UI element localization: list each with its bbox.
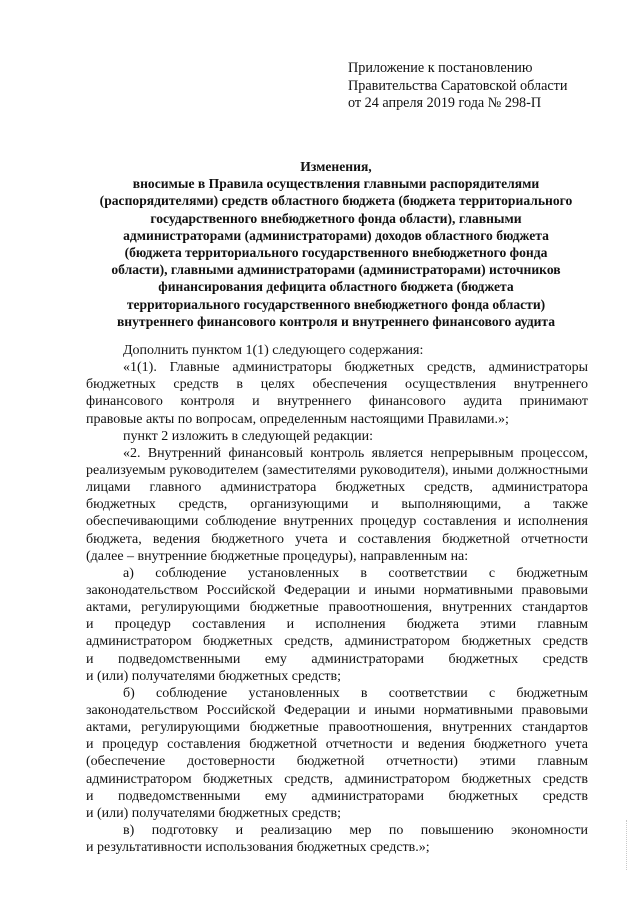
body-line: бюджета, ведения бюджетного учета и составления бюджетной отчетности bbox=[86, 531, 588, 547]
body-line: актами, регулирующими бюджетные правоотношения, внутренних стандартов bbox=[86, 600, 588, 616]
body-line: в) подготовку и реализацию мер по повышению экономности bbox=[123, 822, 588, 838]
body-line: и процедур составления и исполнения бюджета этими главным bbox=[86, 617, 588, 633]
body-line: администратором бюджетных средств, администратором бюджетных средств bbox=[86, 634, 588, 650]
document-body bbox=[86, 342, 588, 856]
title-line: (бюджета территориального государственного внебюджетного фонда bbox=[124, 245, 548, 261]
title-line: территориального государственного внебюджетного фонда области) bbox=[126, 296, 546, 312]
body-line: и результативности использования бюджетных средств.»; bbox=[86, 840, 430, 856]
body-line: «2. Внутренний финансовый контроль является непрерывным процессом, bbox=[123, 445, 588, 461]
body-line: и (или) получателями бюджетных средств; bbox=[86, 668, 341, 684]
body-line: законодательством Российской Федерации и иными нормативными правовыми bbox=[86, 582, 588, 598]
body-line: законодательством Российской Федерации и иными нормативными правовыми bbox=[86, 702, 588, 718]
body-line: актами, регулирующими бюджетные правоотношения, внутренних стандартов bbox=[86, 720, 588, 736]
body-line: «1(1). Главные администраторы бюджетных средств, администраторы bbox=[123, 360, 588, 376]
appendix-header bbox=[348, 60, 567, 113]
body-line: Дополнить пунктом 1(1) следующего содержания: bbox=[123, 343, 424, 358]
title-line: Изменения, bbox=[300, 159, 372, 174]
body-line: и подведомственными ему администраторами бюджетных средств bbox=[86, 788, 588, 804]
body-line: б) соблюдение установленных в соответствии с бюджетным bbox=[123, 685, 588, 701]
title-line: внутреннего финансового контроля и внутреннего финансового аудита bbox=[116, 313, 556, 329]
title-line: администраторами (администраторами) доходов областного бюджета bbox=[123, 227, 549, 243]
title-line: финансирования дефицита областного бюджета (бюджета bbox=[158, 279, 514, 295]
document-title bbox=[80, 158, 592, 330]
body-line: а) соблюдение установленных в соответствии с бюджетным bbox=[123, 565, 588, 581]
body-line: и процедур составления бюджетной отчетности и ведения бюджетного учета bbox=[86, 737, 588, 753]
body-line: администратором бюджетных средств, администратором бюджетных средств bbox=[86, 771, 588, 787]
appendix-line-3: от 24 апреля 2019 года № 298-П bbox=[348, 95, 542, 111]
title-line: вносимые в Правила осуществления главными распорядителями bbox=[132, 176, 540, 192]
appendix-line-1: Приложение к постановлению bbox=[348, 60, 533, 76]
scan-edge-mark bbox=[626, 820, 628, 870]
body-line: и (или) получателями бюджетных средств; bbox=[86, 805, 341, 821]
body-line: реализуемым руководителем (заместителями руководителя), иными должностными bbox=[86, 462, 588, 478]
title-line: (распорядителями) средств областного бюджета (бюджета территориального bbox=[99, 193, 573, 209]
title-line: области), главными администраторами (администраторами) источников bbox=[111, 262, 561, 278]
body-line: бюджетных средств в целях обеспечения осуществления внутреннего bbox=[86, 377, 588, 393]
body-line: пункт 2 изложить в следующей редакции: bbox=[123, 428, 373, 444]
body-line: обеспечивающими соблюдение внутренних процедур составления и исполнения bbox=[86, 514, 588, 530]
body-line: (далее – внутренние бюджетные процедуры), направленным на: bbox=[86, 548, 469, 564]
title-line: государственного внебюджетного фонда области), главными bbox=[150, 210, 522, 226]
body-line: бюджетных средств, организующими и выполняющими, а также bbox=[86, 497, 588, 513]
body-line: и подведомственными ему администраторами бюджетных средств bbox=[86, 651, 588, 667]
appendix-line-2: Правительства Саратовской области bbox=[348, 77, 568, 94]
body-line: (обеспечение достоверности бюджетной отчетности) этими главным bbox=[86, 754, 588, 770]
body-line: лицами главного администратора бюджетных средств, администратора bbox=[86, 480, 588, 496]
body-line: правовые акты по вопросам, определенным настоящими Правилами.»; bbox=[86, 411, 509, 427]
body-line: финансового контроля и внутреннего финансового аудита принимают bbox=[86, 394, 588, 410]
